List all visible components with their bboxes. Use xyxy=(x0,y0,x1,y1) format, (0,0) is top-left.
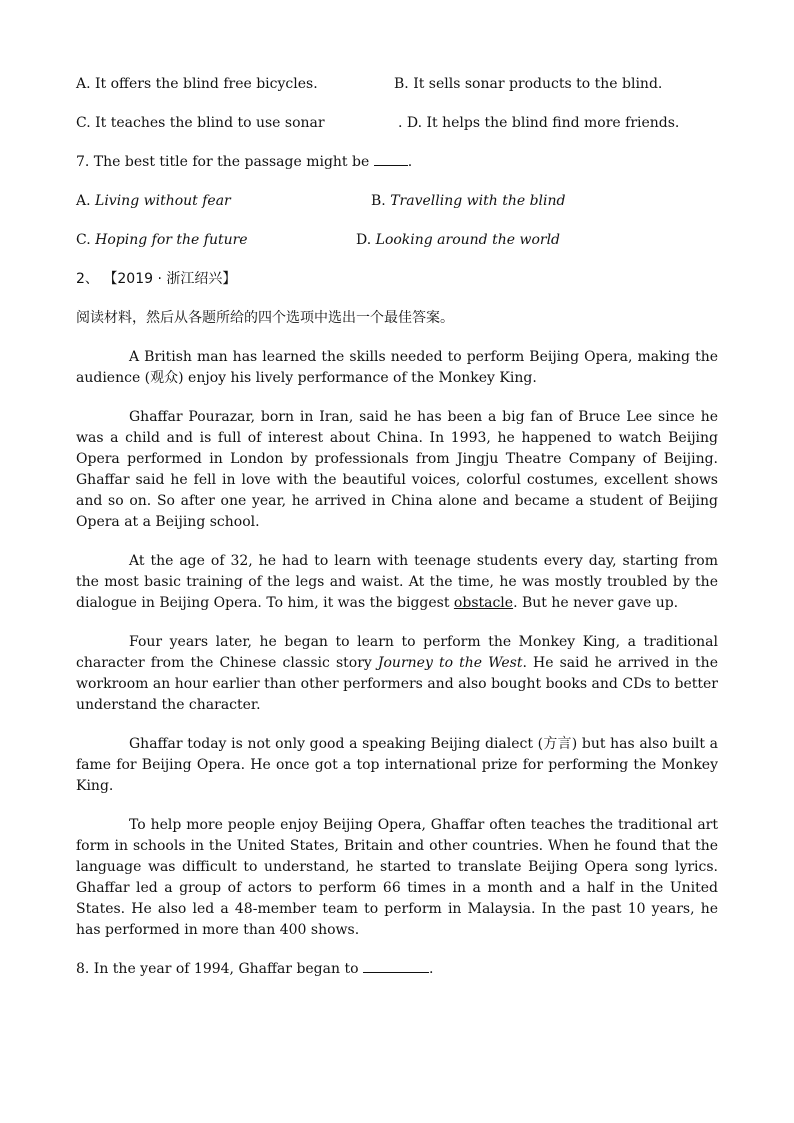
q6-option-d[interactable]: . D. It helps the blind find more friends. xyxy=(398,115,680,131)
section-heading xyxy=(76,269,718,290)
passage-paragraph-5: Ghaffar today is not only good a speaking Beijing dialect (方言) but has also built a fame for Beijing Opera. He once got a top international prize for performing the Monkey King. xyxy=(76,736,718,794)
q6-options-row-1 xyxy=(76,74,718,95)
q7-option-d[interactable]: D. Looking around the world xyxy=(356,232,561,248)
q6-option-c[interactable]: C. It teaches the blind to use sonar xyxy=(76,115,325,131)
passage-paragraph-1: A British man has learned the skills needed to perform Beijing Opera, making the audience (观众) enjoy his lively performance of the Monkey King. xyxy=(76,349,718,386)
section-instruction: 阅读材料，然后从各题所给的四个选项中选出一个最佳答案。 xyxy=(76,310,454,326)
section-source: 【2019 · 浙江绍兴】 xyxy=(103,271,237,287)
q8-answer-blank[interactable] xyxy=(363,960,429,973)
q7-option-c[interactable]: C. Hoping for the future xyxy=(76,232,248,248)
q6-options-row-2 xyxy=(76,113,718,134)
underlined-word-obstacle: obstacle xyxy=(453,595,514,611)
passage-paragraph-3: At the age of 32, he had to learn with teenage students every day, starting from the most basic training of the legs and waist. At the time, he was mostly troubled by the dialogue in Beijing Opera. To him, it was the biggest obstacle. But he never gave up. xyxy=(76,553,718,611)
q7-options-row-2 xyxy=(76,230,718,251)
book-title: Journey to the West xyxy=(377,655,523,671)
passage-paragraph-4: Four years later, he began to learn to perform the Monkey King, a traditional character from the Chinese classic story Journey to the West. He said he arrived in the workroom an hour earlier than other performers and also bought books and CDs to better understand the character. xyxy=(76,634,718,713)
q6-option-b[interactable]: B. It sells sonar products to the blind. xyxy=(394,76,663,92)
q7-options-row-1 xyxy=(76,191,718,212)
passage-paragraph-6: To help more people enjoy Beijing Opera, Ghaffar often teaches the traditional art form in schools in the United States, Britain and other countries. When he found that the language was difficult to understand, he started to translate Beijing Opera song lyrics. Ghaffar led a group of actors to perform 66 times in a month and a half in the United States. He also led a 48-member team to perform in Malaysia. In the past 10 years, he has performed in more than 400 shows. xyxy=(76,817,718,938)
q7-option-a[interactable]: A. Living without fear xyxy=(76,193,231,209)
q6-option-a[interactable]: A. It offers the blind free bicycles. xyxy=(76,76,318,92)
document-page xyxy=(76,74,718,980)
section-number: 2、 xyxy=(76,271,99,287)
passage-paragraph-2: Ghaffar Pourazar, born in Iran, said he has been a big fan of Bruce Lee since he was a child and is full of interest about China. In 1993, he happened to watch Beijing Opera performed in London by professionals from Jingju Theatre Company of Beijing. Ghaffar said he fell in love with the beautiful voices, colorful costumes, excellent shows and so on. So after one year, he arrived in China alone and became a student of Beijing Opera at a Beijing school. xyxy=(76,409,718,530)
q7-answer-blank[interactable] xyxy=(374,153,408,166)
q7-stem: 7. The best title for the passage might be . xyxy=(76,154,413,170)
q8-stem: 8. In the year of 1994, Ghaffar began to . xyxy=(76,961,434,977)
q7-option-b[interactable]: B. Travelling with the blind xyxy=(371,193,566,209)
